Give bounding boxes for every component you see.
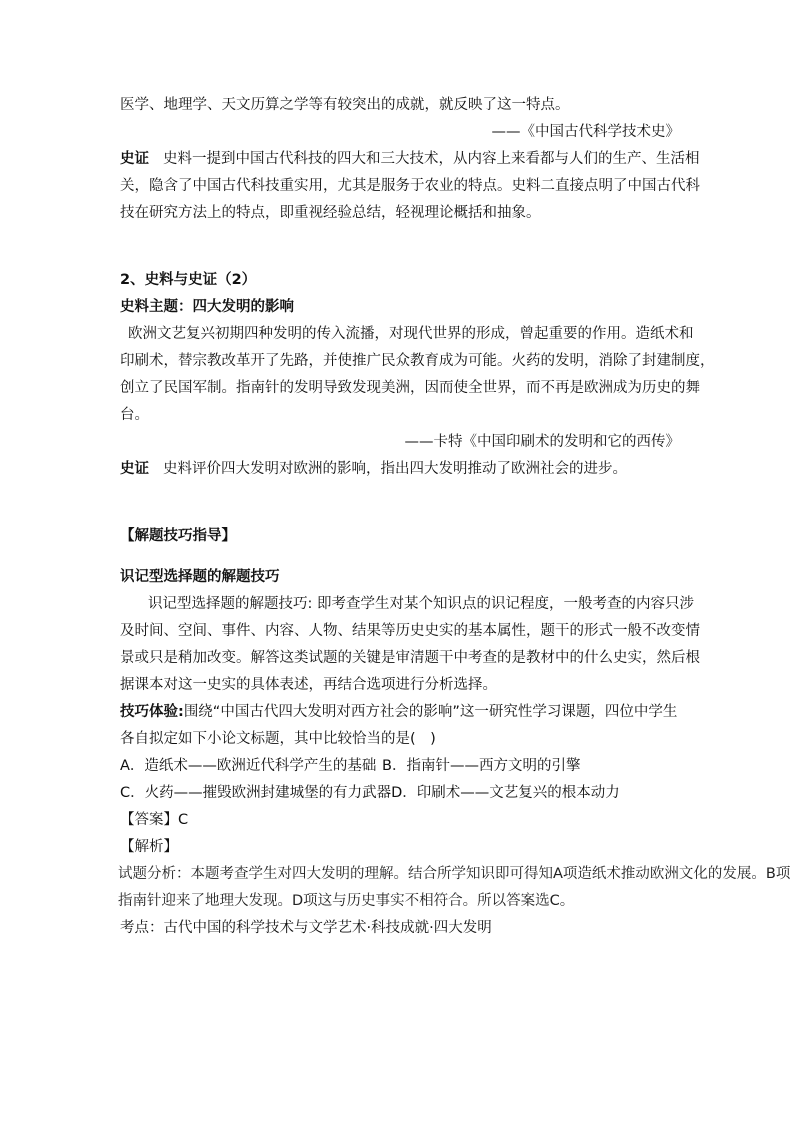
- evidence-line: 史证 史料评价四大发明对欧洲的影响，指出四大发明推动了欧洲社会的进步。: [120, 461, 627, 477]
- practice-line-2: 各自拟定如下小论文标题，其中比较恰当的是( ): [120, 731, 436, 747]
- practice-label: 技巧体验:: [120, 704, 184, 720]
- technique-line-2: 及时间、空间、事件、内容、人物、结果等历史史实的基本属性，题干的形式一般不改变情: [120, 623, 700, 639]
- practice-line-1: 技巧体验:围绕“中国古代四大发明对西方社会的影响”这一研究性学习课题，四位中学生: [120, 704, 678, 720]
- material-theme: 史料主题：四大发明的影响: [120, 299, 294, 315]
- material-line-3: 创立了民国军制。指南针的发明导致发现美洲，因而使全世界，而不再是欧洲成为历史的舞: [120, 380, 700, 396]
- spacer: [120, 550, 680, 564]
- section-heading: 2、史料与史证（2）: [120, 272, 257, 288]
- options-row-1: [120, 753, 680, 780]
- evidence-label: 史证: [120, 461, 149, 477]
- citation-source: ——《中国古代科学技术史》: [491, 124, 680, 140]
- option-c: C．火药——摧毁欧洲封建城堡的有力武器: [120, 785, 392, 801]
- guide-title: 【解题技巧指导】: [120, 528, 236, 544]
- spacer: [120, 483, 680, 523]
- citation-source: ——卡特《中国印刷术的发明和它的西传》: [404, 434, 680, 450]
- material-line-4: 台。: [120, 407, 149, 423]
- analysis-line-1: 试题分析：本题考查学生对四大发明的理解。结合所学知识即可得知A项造纸术推动欧洲文化的发展。B项: [118, 866, 791, 882]
- technique-line-4: 据课本对这一史实的具体表述，再结合选项进行分析选择。: [120, 677, 497, 693]
- answer-line: 【答案】C: [120, 812, 189, 828]
- practice-question: [120, 699, 680, 753]
- evidence-label: 史证: [120, 151, 149, 167]
- analysis-title: 【解析】: [120, 839, 178, 855]
- option-d: D．印刷术——文艺复兴的根本动力: [391, 785, 620, 801]
- material-paragraph: [120, 321, 715, 429]
- evidence-line-2: 关，隐含了中国古代科技重实用，尤其是服务于农业的特点。史料二直接点明了中国古代科: [120, 178, 700, 194]
- material-line-2: 印刷术，替宗教改革开了先路，并使推广民众教育成为可能。火药的发明，消除了封建制度，: [120, 353, 715, 369]
- evidence-line-1: 史证 史料一提到中国古代科技的四大和三大技术，从内容上来看都与人们的生产、生活相: [120, 151, 700, 167]
- option-b: B．指南针——西方文明的引擎: [382, 758, 581, 774]
- spacer: [120, 227, 680, 267]
- material-line-1: 欧洲文艺复兴初期四种发明的传入流播，对现代世界的形成，曾起重要的作用。造纸术和: [128, 326, 694, 342]
- evidence-paragraph: [120, 146, 700, 227]
- analysis-paragraph: [118, 861, 794, 915]
- evidence-line-3: 技在研究方法上的特点，即重视经验总结，轻视理论概括和抽象。: [120, 205, 541, 221]
- technique-line-3: 景或只是稍加改变。解答这类试题的关键是审清题干中考查的是教材中的什么史实，然后根: [120, 650, 700, 666]
- text-line: 医学、地理学、天文历算之学等有较突出的成就，就反映了这一特点。: [120, 97, 570, 113]
- page-content: [118, 92, 791, 942]
- option-a: A．造纸术——欧洲近代科学产生的基础: [120, 758, 377, 774]
- technique-subtitle: 识记型选择题的解题技巧: [120, 569, 280, 585]
- technique-paragraph: [120, 591, 700, 699]
- technique-line-1: 识记型选择题的解题技巧: 即考查学生对某个知识点的识记程度，一般考查的内容只涉: [148, 596, 694, 612]
- options-row-2: [120, 780, 680, 807]
- keypoint-line: 考点：古代中国的科学技术与文学艺术·科技成就·四大发明: [120, 920, 492, 936]
- analysis-line-2: 指南针迎来了地理大发现。D项这与历史事实不相符合。所以答案选C。: [118, 893, 575, 909]
